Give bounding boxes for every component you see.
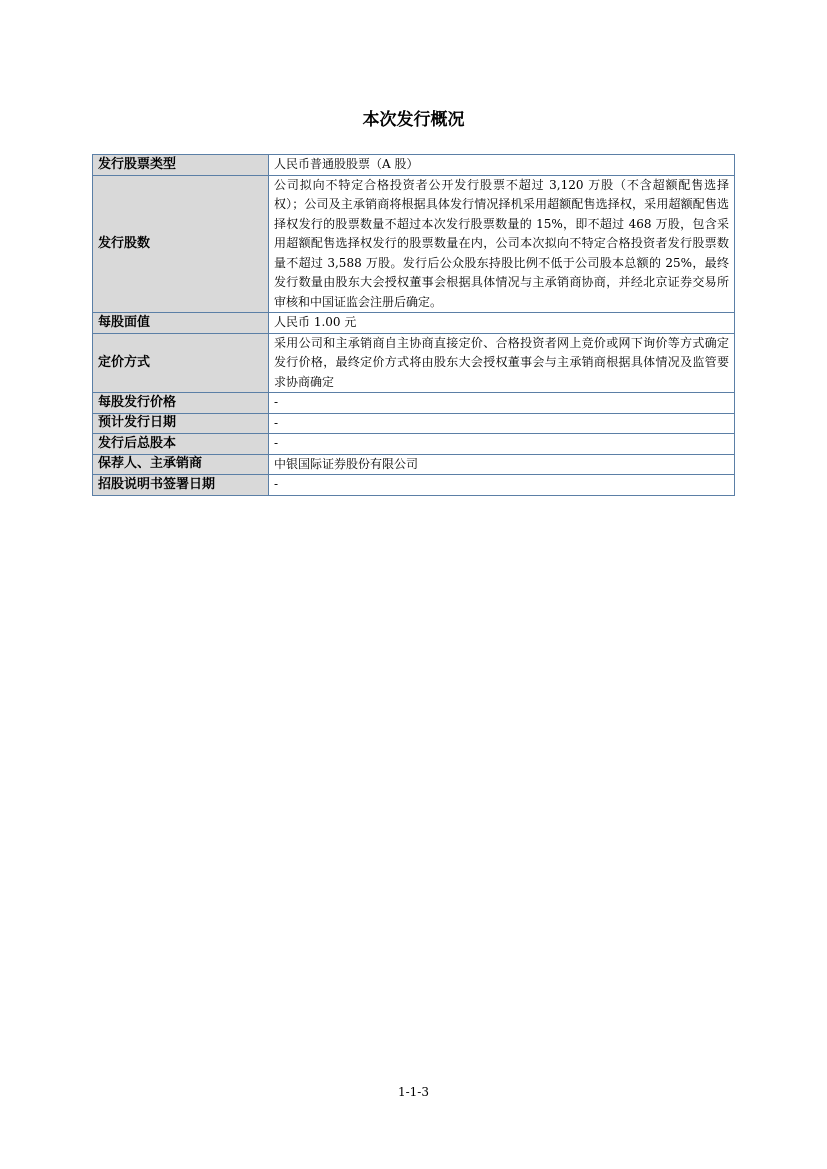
row-label: 每股发行价格 <box>93 393 269 414</box>
table-row-issue-price <box>93 393 735 414</box>
table-row-par-value <box>93 313 735 334</box>
row-value: 人民币 1.00 元 <box>269 313 735 334</box>
row-value: - <box>269 413 735 434</box>
table-row-issue-date <box>93 413 735 434</box>
table-row-total-shares <box>93 434 735 455</box>
table-row-signing-date <box>93 475 735 496</box>
table-row-stock-type <box>93 155 735 176</box>
row-value: 人民币普通股股票（A 股） <box>269 155 735 176</box>
table-row-pricing-method <box>93 333 735 393</box>
page-number: 1-1-3 <box>397 1085 429 1099</box>
offering-overview-table <box>92 154 735 496</box>
row-label: 每股面值 <box>93 313 269 334</box>
row-value: - <box>269 475 735 496</box>
row-label: 发行股数 <box>93 175 269 313</box>
row-value: 采用公司和主承销商自主协商直接定价、合格投资者网上竞价或网下询价等方式确定发行价格，最终定价方式将由股东大会授权董事会与主承销商根据具体情况及监管要求协商确定 <box>269 333 735 393</box>
row-value: - <box>269 434 735 455</box>
row-value: 中银国际证券股份有限公司 <box>269 454 735 475</box>
page-title: 本次发行概况 <box>362 110 465 130</box>
row-label: 发行后总股本 <box>93 434 269 455</box>
row-label: 招股说明书签署日期 <box>93 475 269 496</box>
row-label: 发行股票类型 <box>93 155 269 176</box>
row-label: 保荐人、主承销商 <box>93 454 269 475</box>
row-label: 预计发行日期 <box>93 413 269 434</box>
table-row-sponsor <box>93 454 735 475</box>
table-row-share-count <box>93 175 735 313</box>
row-label: 定价方式 <box>93 333 269 393</box>
row-value: - <box>269 393 735 414</box>
row-value: 公司拟向不特定合格投资者公开发行股票不超过 3,120 万股（不含超额配售选择权）；公司及主承销商将根据具体发行情况择机采用超额配售选择权，采用超额配售选择权发行的股票数量不超过本次发行股票数量的 15%，即不超过 468 万股，包含采用超额配售选择权发行的股票数量在内，公司本次拟向不特定合格投资者发行股票数量不超过 3,588 万股。发行后公众股东持股比例不低于公司股本总额的 25%，最终发行数量由股东大会授权董事会根据具体情况与主承销商协商，并经北京证券交易所审核和中国证监会注册后确定。 <box>269 175 735 313</box>
